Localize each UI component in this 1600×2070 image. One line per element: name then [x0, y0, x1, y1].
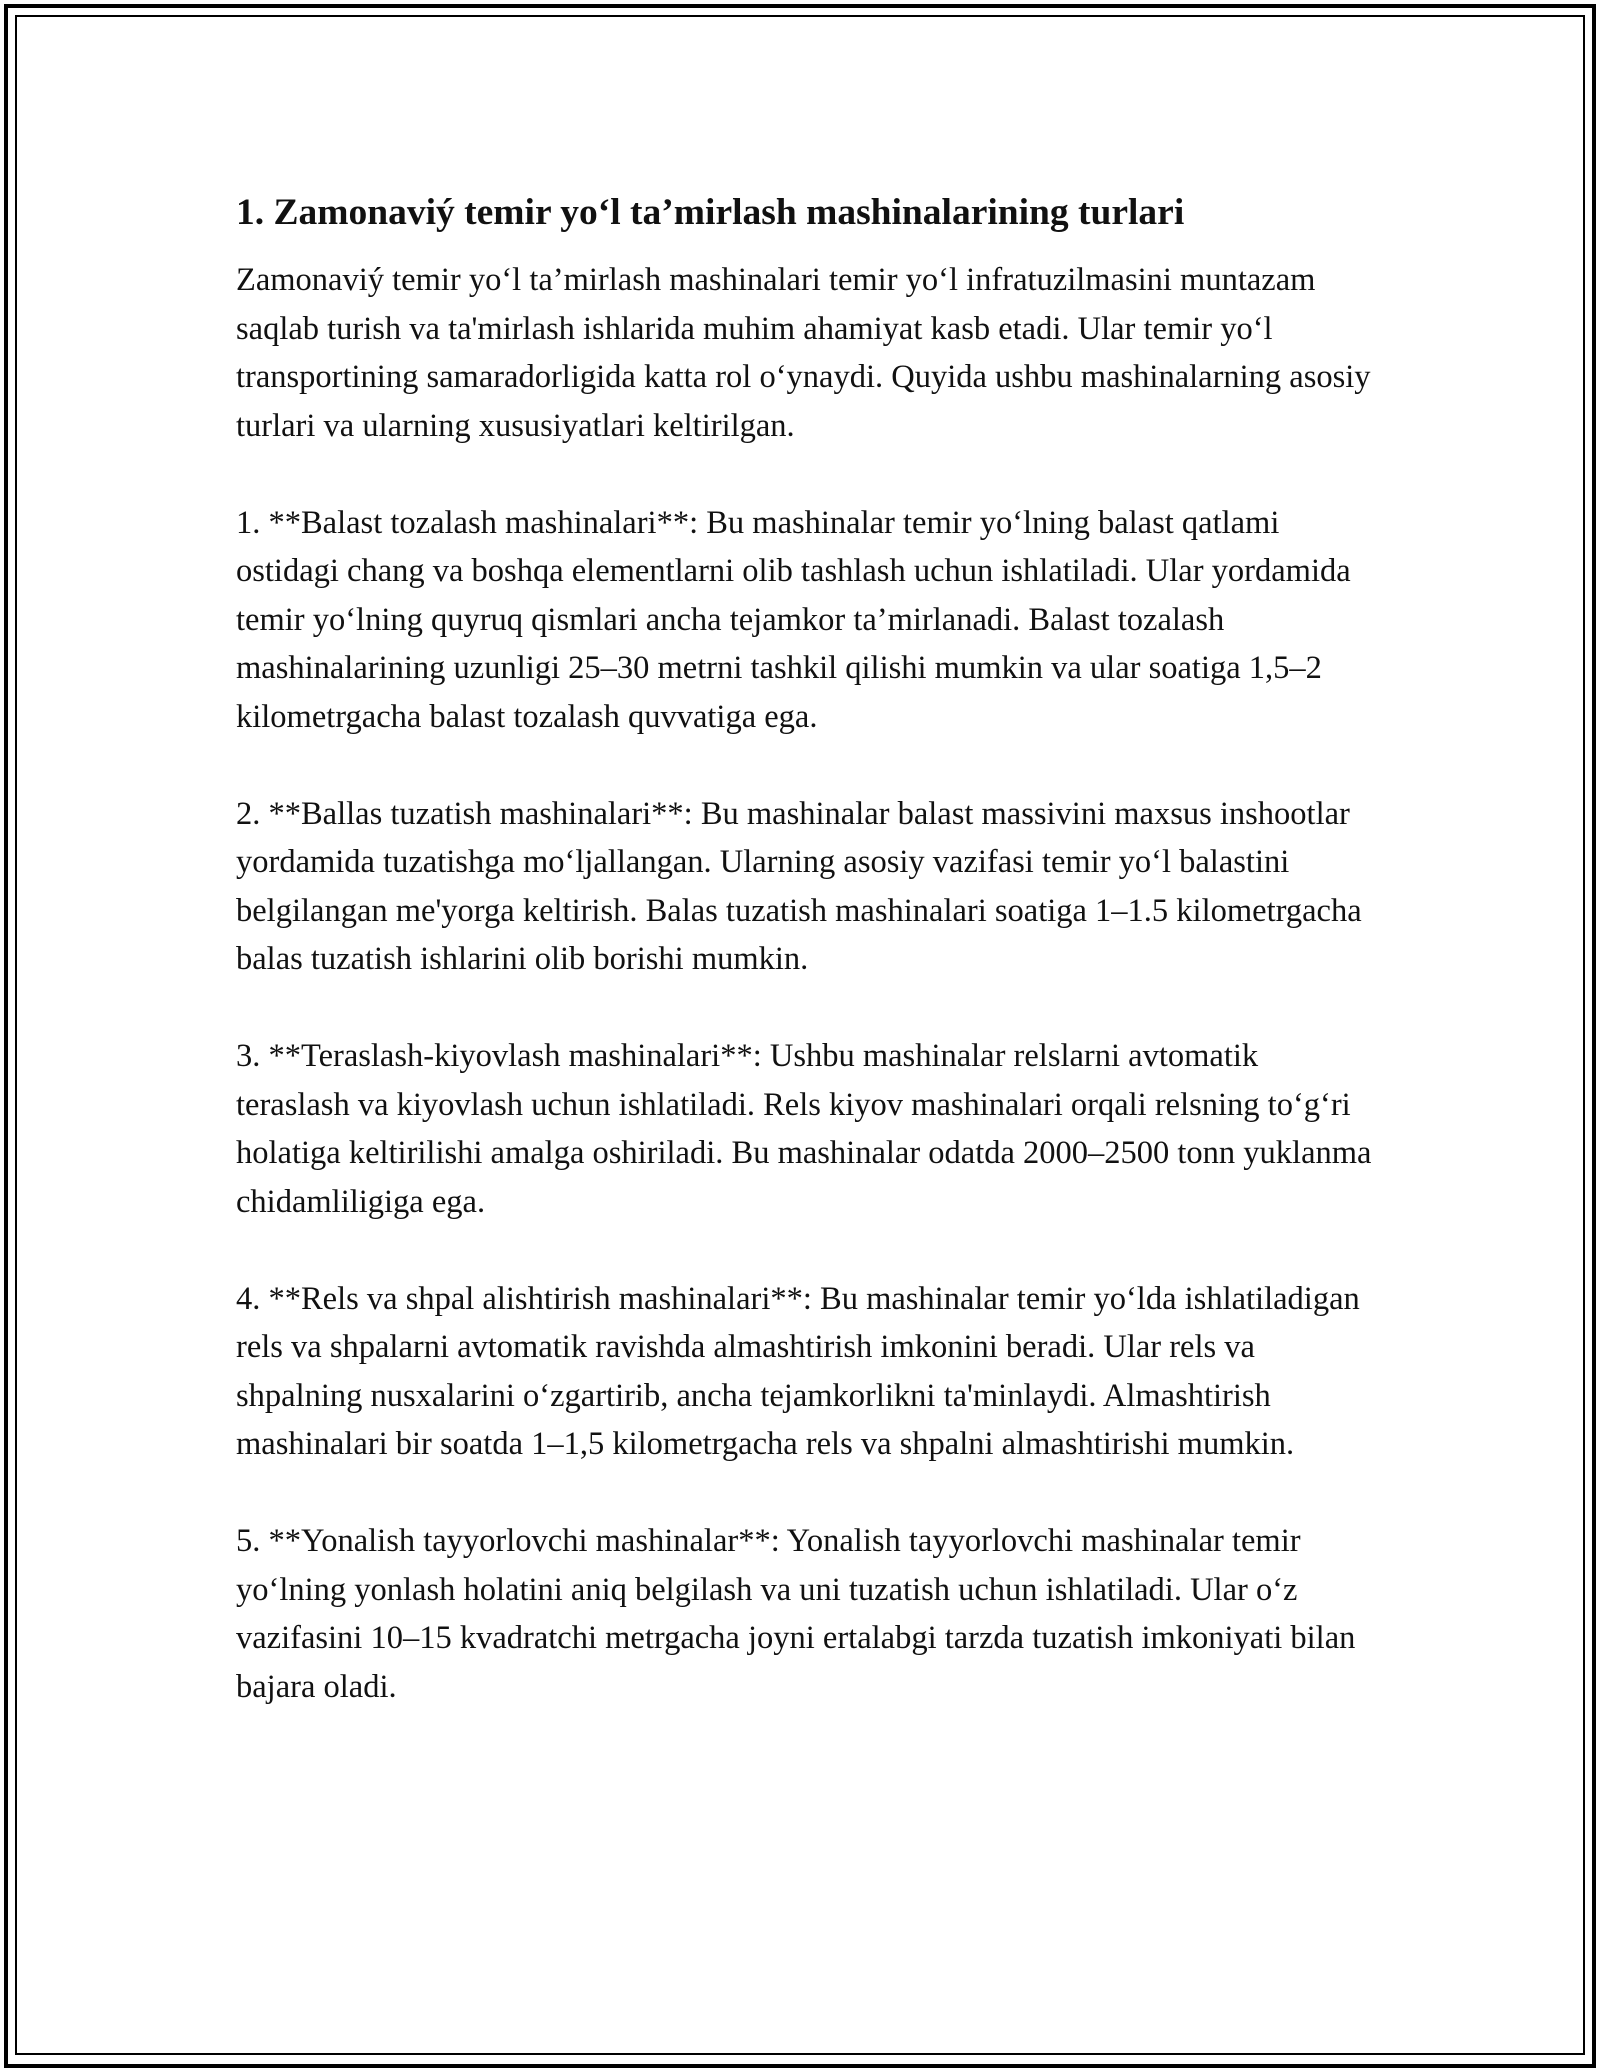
document-body: [236, 188, 1376, 1760]
list-item-rail-sleeper-replacement: 4. **Rels va shpal alishtirish mashinalari**: Bu mashinalar temir yo‘lda ishlatiladigan rels va shpalarni avtomatik ravishda almashtirish imkonini beradi. Ular rels va shpalning nusxalarini o‘zgartirib, ancha tejamkorlikni ta'minlaydi. Almashtirish mashinalari bir soatda 1–1,5 kilometrgacha rels va shpalni almashtirishi mumkin.: [236, 1280, 1360, 1462]
intro-paragraph: Zamonaviý temir yo‘l ta’mirlash mashinalari temir yo‘l infratuzilmasini muntazam saqlab turish va ta'mirlash ishlarida muhim ahamiyat kasb etadi. Ular temir yo‘l transportining samaradorligida katta rol o‘ynaydi. Quyida ushbu mashinalarning asosiy turlari va ularning xususiyatlari keltirilgan.: [236, 262, 1371, 444]
list-item-ballast-correction: 2. **Ballas tuzatish mashinalari**: Bu mashinalar balast massivini maxsus inshootlar yordamida tuzatishga mo‘ljallangan. Ularning asosiy vazifasi temir yo‘l balastini belgilangan me'yorga keltirish. Balas tuzatish mashinalari soatiga 1–1.5 kilometrgacha balas tuzatish ishlarini olib borishi mumkin.: [236, 795, 1362, 977]
document-title: 1. Zamonaviý temir yo‘l ta’mirlash mashinalarining turlari: [236, 192, 1185, 233]
list-item-balast-cleaning: 1. **Balast tozalash mashinalari**: Bu mashinalar temir yo‘lning balast qatlami ostidagi chang va boshqa elementlarni olib tashlash uchun ishlatiladi. Ular yordamida temir yo‘lning quyruq qismlari ancha tejamkor ta’mirlanadi. Balast tozalash mashinalarining uzunligi 25–30 metrni tashkil qilishi mumkin va ular soatiga 1,5–2 kilometrgacha balast tozalash quvvatiga ega.: [236, 504, 1351, 735]
list-item-direction-preparation: 5. **Yonalish tayyorlovchi mashinalar**: Yonalish tayyorlovchi mashinalar temir yo‘lning yonlash holatini aniq belgilash va uni tuzatish uchun ishlatiladi. Ular o‘z vazifasini 10–15 kvadratchi metrgacha joyni ertalabgi tarzda tuzatish imkoniyati bilan bajara oladi.: [236, 1523, 1356, 1705]
list-item-terracing-aligning: 3. **Teraslash-kiyovlash mashinalari**: Ushbu mashinalar relslarni avtomatik teraslash va kiyovlash uchun ishlatiladi. Rels kiyov mashinalari orqali relsning to‘g‘ri holatiga keltirilishi amalga oshiriladi. Bu mashinalar odatda 2000–2500 tonn yuklanma chidamliligiga ega.: [236, 1038, 1372, 1220]
